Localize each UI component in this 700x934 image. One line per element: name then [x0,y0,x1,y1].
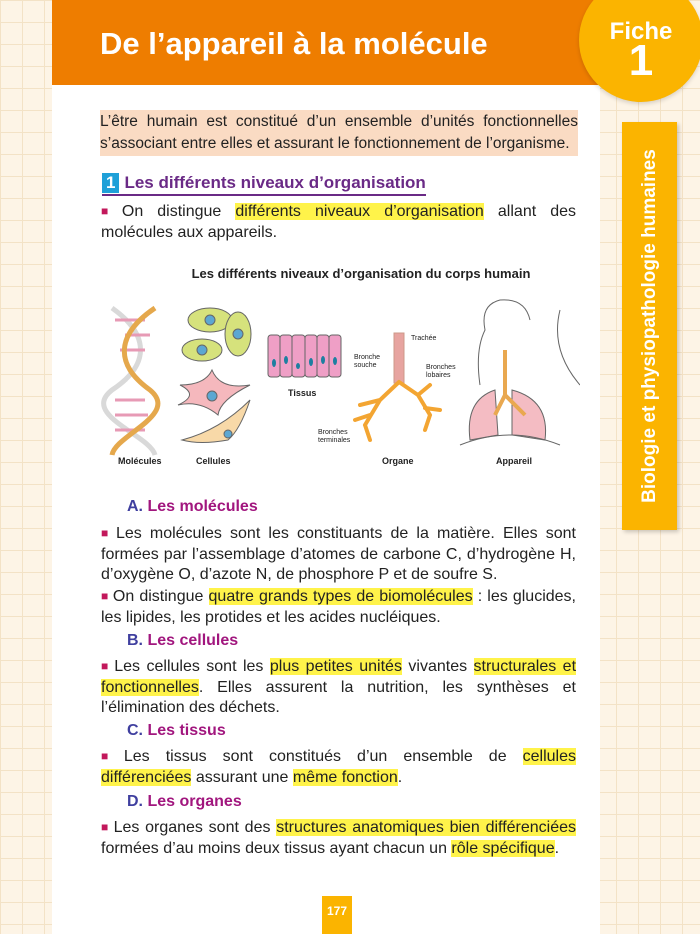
text: Bronches [426,364,456,371]
paragraph [101,746,576,788]
letter: C. [127,722,143,739]
paragraph [101,656,576,719]
text: : les glucides, les lipides, les protides et les acides nucléiques. [101,588,576,626]
label-trachee: Trachée [411,335,437,342]
bullet-square-icon: ■ [101,820,110,834]
text: Bronches [318,429,348,436]
bullet-square-icon: ■ [101,749,120,763]
text: Bronche [354,354,381,361]
text: . Elles assurent la nutrition, les synthèses et l’élimination des déchets. [101,678,576,716]
page-title: De l’appareil à la molécule [100,26,488,61]
section-title: Les différents niveaux d’organisation [124,173,426,192]
highlight: rôle spécifique [451,839,555,857]
section-number: 1 [102,173,119,193]
figure-illustration [100,290,580,475]
bullet-square-icon: ■ [101,659,111,673]
label-bronches-lobaires [426,364,456,380]
text: terminales [318,437,351,444]
label-bronches-terminales [318,429,350,445]
highlight: structurales et fonctionnelles [101,658,577,696]
highlight: structures anatomiques bien différenciées [276,819,577,836]
intro-box: L’être humain est constitué d’un ensemble d’unités fonctionnelles s’associant entre elles et assurant le fonctionnement de l’organisme. [100,110,578,156]
section-heading [102,173,426,196]
text: Les organes [147,793,242,810]
label-organe: Organe [382,456,414,466]
paragraph [101,817,576,859]
highlight: quatre grands types de biomolécules [208,588,473,605]
text: Les organes sont des [113,819,277,836]
dna-icon [104,308,158,455]
letter: A. [127,498,143,515]
respiratory-system-icon [460,300,580,445]
label-appareil: Appareil [496,456,533,466]
page-number: 177 [322,896,352,934]
fiche-label: Fiche [609,18,673,45]
text: Les cellules [147,632,239,649]
text: Les molécules sont les constituants de la matière. Elles sont formées par l’assemblage d’atomes de carbone C, d’hydrogène H, d’oxygène O, d’azote N, de phosphore P et de soufre S. [101,525,576,583]
paragraph [101,201,576,243]
lungs-bronchi-icon [355,333,440,440]
label-molecules: Molécules [118,456,162,466]
highlight: plus petites unités [269,658,402,675]
subheading-organes [127,793,242,811]
subheading-tissus [127,722,226,740]
bullet-square-icon: ■ [101,526,112,540]
letter: D. [127,793,143,810]
subheading-molecules [127,498,258,516]
side-tab [622,122,677,530]
text: Les cellules sont les [114,658,270,675]
fiche-number: 1 [628,36,654,85]
highlight: même fonction [292,768,398,786]
tissue-icon [268,335,341,377]
text: On distingue [121,203,236,220]
label-tissus: Tissus [288,388,317,398]
text: vivantes [401,658,474,675]
text: formées d’au moins deux tissus ayant chacun un [101,839,452,857]
bullet-square-icon: ■ [101,589,109,603]
letter: B. [127,632,143,649]
text: . [554,839,560,857]
text: On distingue [112,588,209,605]
label-cellules: Cellules [196,456,231,466]
text: allant des molécules aux appareils. [101,203,577,241]
paragraph [101,586,576,628]
text: Les tissus [147,722,226,739]
side-tab-label: Biologie et physiopathologie humaines [638,149,660,503]
text: souche [354,362,377,369]
paragraph [101,523,576,586]
text: . [397,768,403,786]
cells-icon [178,308,251,443]
highlight: différents niveaux d’organisation [235,203,484,220]
bullet-square-icon: ■ [101,204,118,218]
text: Les tissus sont constitués d’un ensemble de [123,748,523,765]
label-bronche-souche [354,354,380,370]
text: Les molécules [147,498,258,515]
highlight: cellules différenciées [101,748,576,786]
text: assurant une [191,768,293,786]
figure-title: Les différents niveaux d’organisation du corps humain [191,266,531,281]
subheading-cellules [127,632,238,650]
text: lobaires [426,372,451,379]
